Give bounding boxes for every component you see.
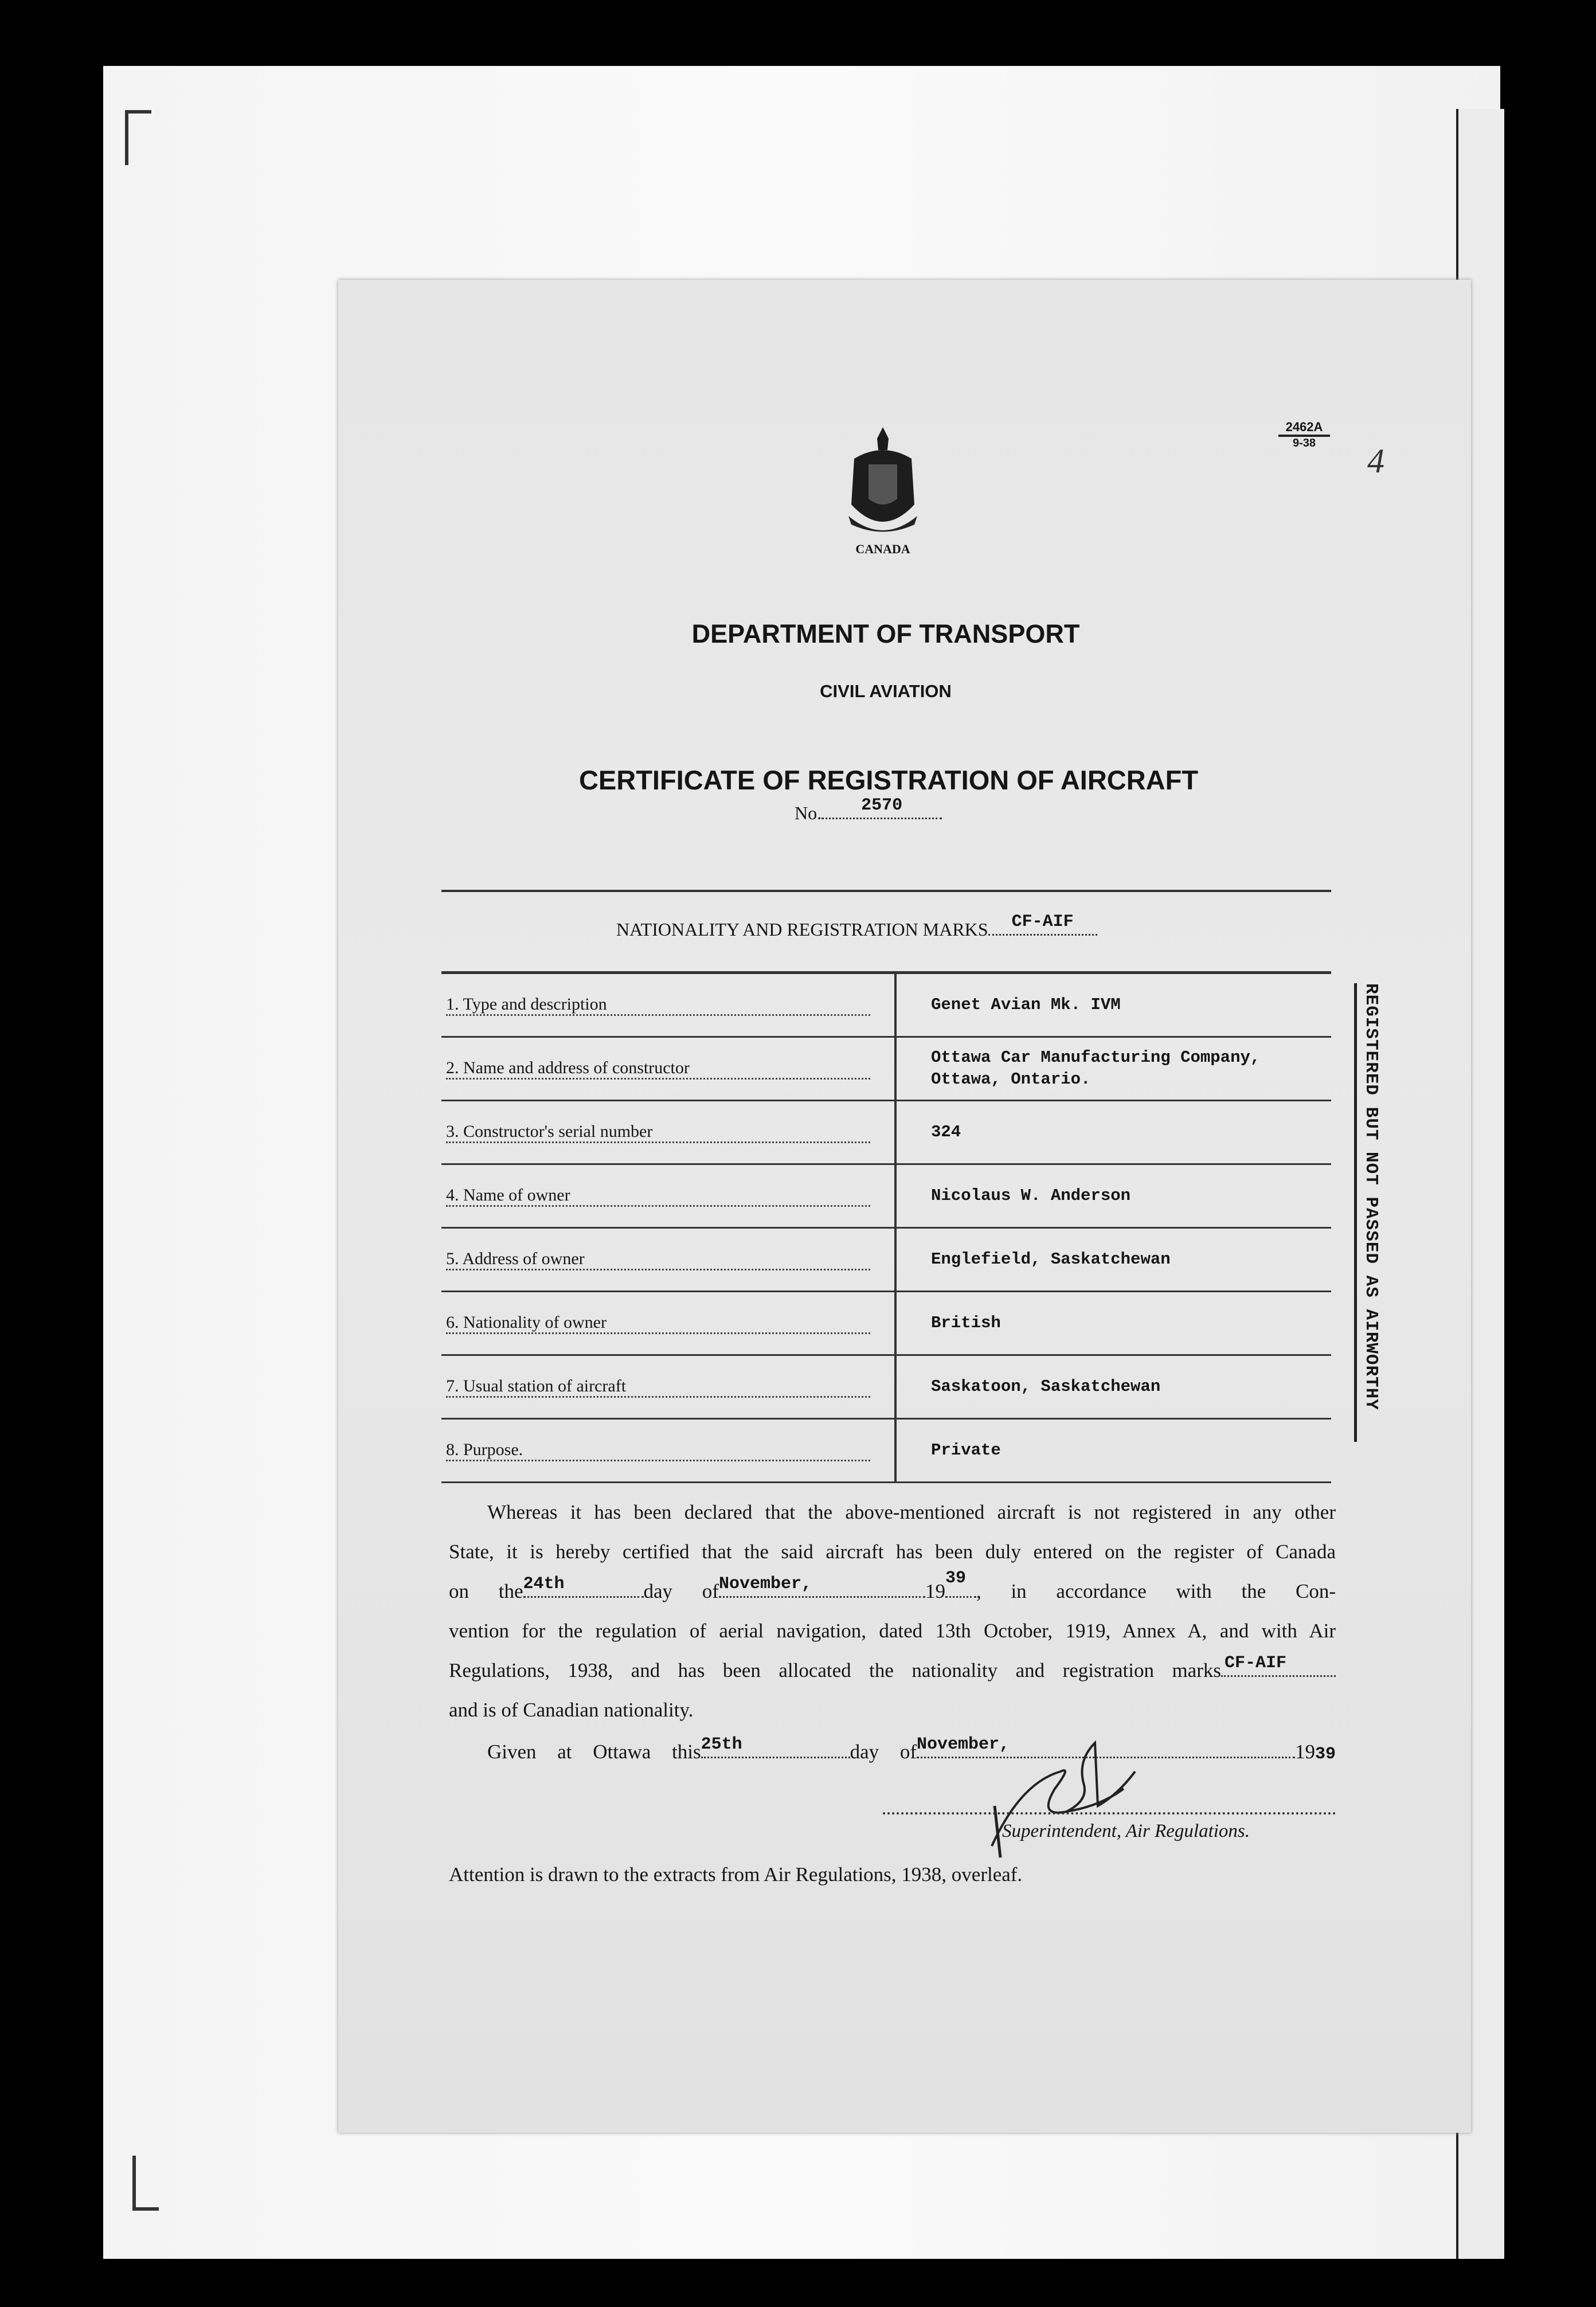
given-year: 39	[1315, 1745, 1336, 1764]
given-month: November,	[916, 1735, 1010, 1754]
signatory-title: Superintendent, Air Regulations.	[1002, 1821, 1250, 1841]
signature-line	[883, 1812, 1336, 1815]
row-label: 6. Nationality of owner	[446, 1313, 870, 1334]
row-label: 7. Usual station of aircraft	[446, 1377, 870, 1398]
text: on the	[449, 1580, 523, 1602]
row-value: Englefield, Saskatchewan	[895, 1228, 1331, 1292]
allocated-marks: CF-AIF	[1225, 1653, 1287, 1673]
table-row	[441, 1164, 1331, 1228]
text: 19	[1294, 1741, 1315, 1763]
marks-value: CF-AIF	[1011, 912, 1074, 932]
registration-year: 39	[945, 1569, 966, 1588]
table-row	[441, 1101, 1331, 1164]
body-line: and is of Canadian nationality.	[449, 1699, 694, 1721]
given-line	[487, 1735, 1336, 1764]
body-line-date	[449, 1569, 1336, 1603]
row-label: 8. Purpose.	[446, 1440, 870, 1461]
crest-label: CANADA	[855, 542, 910, 556]
crop-mark-top	[125, 110, 151, 165]
marks-label: NATIONALITY AND REGISTRATION MARKS	[616, 919, 988, 940]
table-row	[441, 1419, 1331, 1483]
body-line-marks	[449, 1653, 1336, 1682]
row-value: Nicolaus W. Anderson	[895, 1164, 1331, 1228]
table-row	[441, 1037, 1331, 1101]
text: day of	[850, 1741, 917, 1763]
row-value: British	[895, 1292, 1331, 1355]
registration-month: November,	[718, 1574, 812, 1594]
certificate-number	[795, 796, 942, 824]
form-date: 9-38	[1292, 437, 1316, 449]
text: Given at Ottawa this	[487, 1741, 701, 1763]
text: , in accordance with the Con-	[976, 1580, 1336, 1602]
footer-note: Attention is drawn to the extracts from Air Regulations, 1938, overleaf.	[449, 1863, 1023, 1886]
table-row	[441, 1292, 1331, 1355]
body-line: State, it is hereby certified that the said aircraft has been duly entered on the register of Canada	[449, 1540, 1336, 1563]
given-day: 25th	[701, 1735, 742, 1754]
registration-details-table	[441, 971, 1331, 1483]
registration-marks	[616, 912, 1097, 940]
row-label: 2. Name and address of constructor	[446, 1058, 870, 1080]
row-value: 324	[895, 1101, 1331, 1164]
number-label: No.	[795, 803, 822, 823]
airworthiness-stamp: REGISTERED BUT NOT PASSED AS AIRWORTHY	[1354, 983, 1381, 1442]
department-heading: DEPARTMENT OF TRANSPORT	[691, 619, 1080, 648]
handwritten-mark: 4	[1367, 442, 1384, 480]
row-label: 3. Constructor's serial number	[446, 1122, 870, 1143]
form-number: 2462A	[1278, 420, 1330, 437]
row-label: 4. Name of owner	[446, 1186, 870, 1207]
body-line: Whereas it has been declared that the above-mentioned aircraft is not registered in any other	[487, 1501, 1336, 1523]
table-row	[441, 1228, 1331, 1292]
canada-coat-of-arms	[843, 424, 923, 539]
table-row	[441, 973, 1331, 1037]
row-label: 1. Type and description	[446, 995, 870, 1016]
registration-day: 24th	[523, 1574, 565, 1594]
row-value: Ottawa Car Manufacturing Company, Ottawa, Ontario.	[895, 1037, 1331, 1101]
text: Regulations, 1938, and has been allocated the nationality and registration marks	[449, 1659, 1221, 1682]
division-heading: CIVIL AVIATION	[820, 681, 952, 701]
text: day of	[643, 1580, 719, 1602]
row-value: Private	[895, 1419, 1331, 1483]
crop-mark-bottom	[132, 2156, 159, 2211]
row-label: 5. Address of owner	[446, 1249, 870, 1270]
body-line: vention for the regulation of aerial navigation, dated 13th October, 1919, Annex A, and with Air	[449, 1620, 1336, 1642]
rule	[441, 890, 1331, 892]
certificate-title: CERTIFICATE OF REGISTRATION OF AIRCRAFT	[578, 765, 1199, 795]
row-value: Saskatoon, Saskatchewan	[895, 1355, 1331, 1419]
number-value: 2570	[861, 796, 903, 815]
row-value: Genet Avian Mk. IVM	[895, 973, 1331, 1037]
table-row	[441, 1355, 1331, 1419]
text: 19	[925, 1580, 945, 1602]
